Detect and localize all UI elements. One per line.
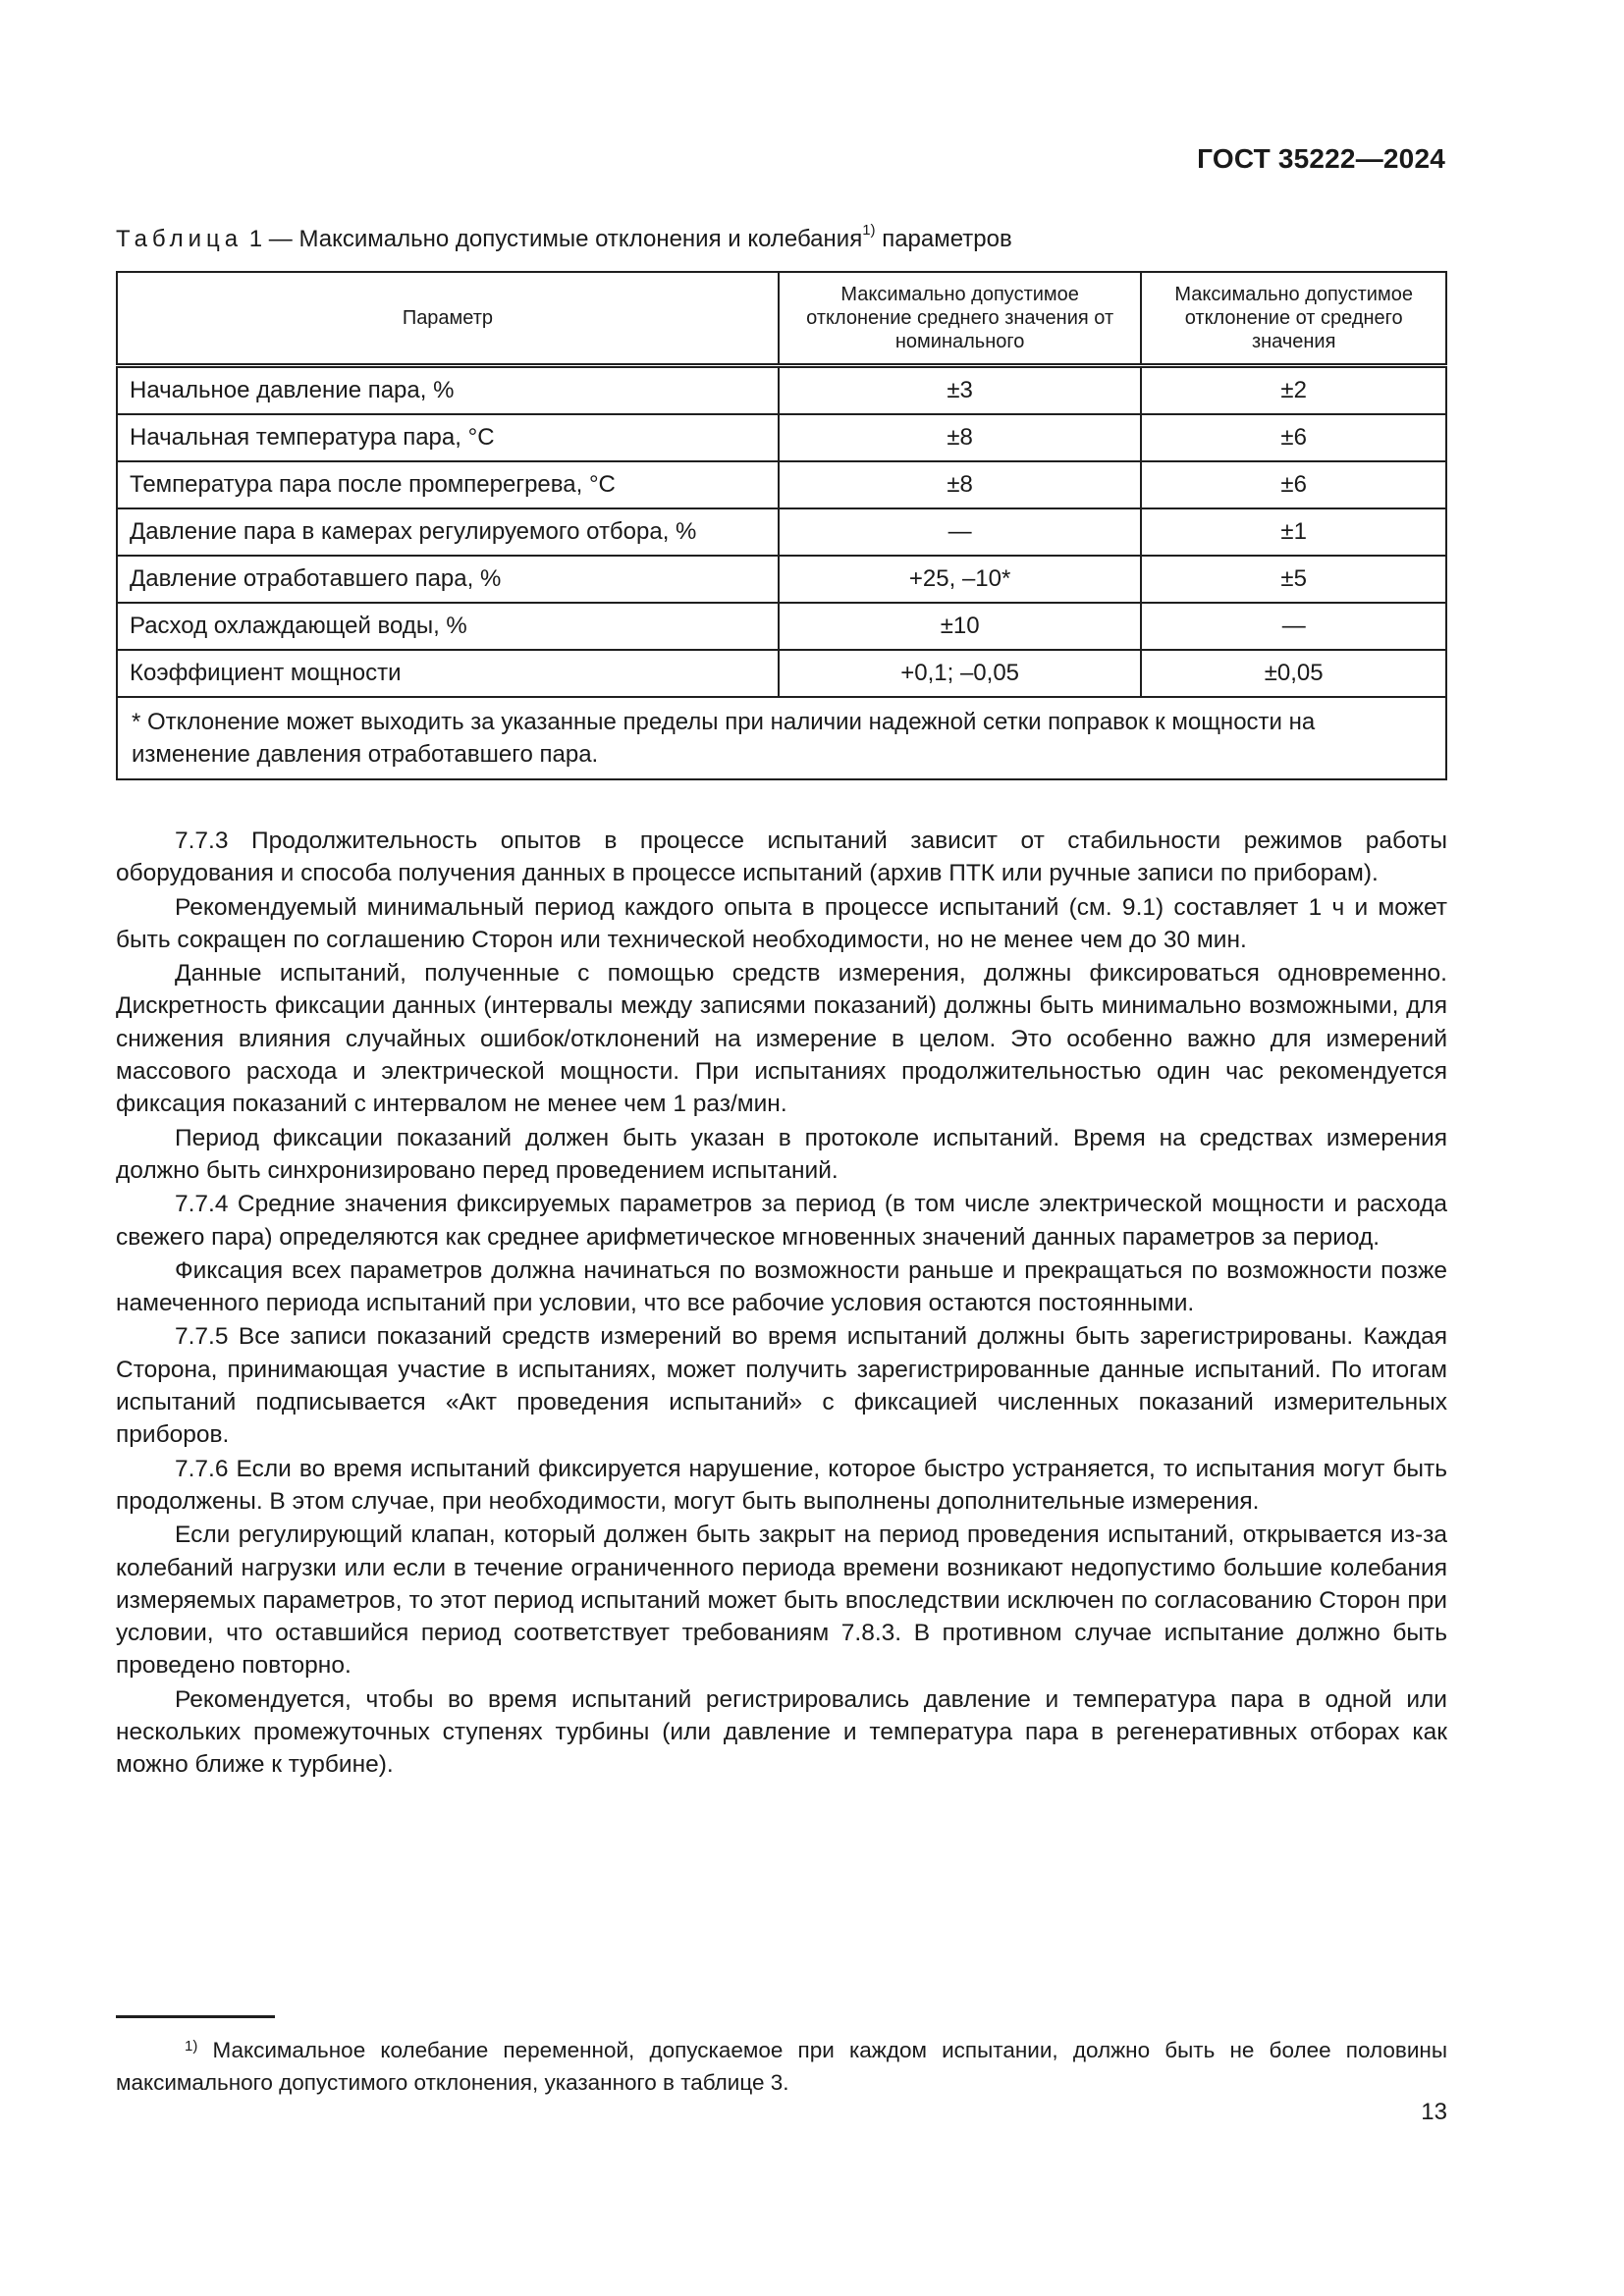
footnote-marker: 1): [185, 2038, 198, 2055]
footnote-ref: 1): [862, 222, 876, 239]
footnote: [116, 2034, 1447, 2099]
dev-mean-cell: ±5: [1141, 556, 1446, 603]
dev-nominal-cell: —: [779, 508, 1141, 556]
dev-mean-cell: ±2: [1141, 366, 1446, 415]
footnote-divider: [116, 2015, 275, 2018]
table-row: [117, 556, 1446, 603]
table-row: [117, 461, 1446, 508]
table-note-row: [117, 697, 1446, 779]
dev-nominal-cell: +0,1; –0,05: [779, 650, 1141, 697]
table-row: [117, 603, 1446, 650]
table-caption-suffix: параметров: [875, 226, 1012, 252]
paragraph: Рекомендуемый минимальный период каждого опыта в процессе испытаний (см. 9.1) составляет 1 ч и может быть сокращен по соглашению Сторон или технической необходимости, но не менее чем до 30 мин.: [116, 893, 1447, 953]
table-row: [117, 650, 1446, 697]
paragraph: 7.7.5 Все записи показаний средств измерений во время испытаний должны быть зарегистрированы. Каждая Сторона, принимающая участие в испытаниях, может получить зарегистрированные данные испытаний. По итогам испытаний подписывается «Акт проведения испытаний» с фиксацией численных показаний измерительных приборов.: [116, 1323, 1447, 1449]
paragraph: Период фиксации показаний должен быть указан в протоколе испытаний. Время на средствах измерения должно быть синхронизировано перед проведением испытаний.: [116, 1124, 1447, 1184]
header-deviation-mean: Максимально допустимое отклонение от среднего значения: [1141, 272, 1446, 366]
dev-mean-cell: —: [1141, 603, 1446, 650]
param-cell: Температура пара после промперегрева, °C: [117, 461, 779, 508]
dev-mean-cell: ±1: [1141, 508, 1446, 556]
dev-nominal-cell: ±8: [779, 414, 1141, 461]
header-deviation-nominal: Максимально допустимое отклонение среднего значения от номинального: [779, 272, 1141, 366]
param-cell: Давление отработавшего пара, %: [117, 556, 779, 603]
param-cell: Расход охлаждающей воды, %: [117, 603, 779, 650]
document-code: ГОСТ 35222—2024: [1197, 143, 1445, 174]
paragraph: Данные испытаний, полученные с помощью средств измерения, должны фиксироваться одновременно. Дискретность фиксации данных (интервалы между записями показаний) должны быть минимально возможными, для снижения влияния случайных ошибок/отклонений на измерение в целом. Это особенно важно для измерений массового расхода и электрической мощности. При испытаниях продолжительностью один час рекомендуется фиксация показаний с интервалом не менее чем 1 раз/мин.: [116, 960, 1447, 1118]
body-text: [116, 825, 1447, 1783]
table-caption-prefix: Таблица: [116, 226, 244, 252]
page-number: 13: [1421, 2099, 1447, 2125]
param-cell: Начальное давление пара, %: [117, 366, 779, 415]
dev-nominal-cell: ±8: [779, 461, 1141, 508]
table-caption: [116, 222, 1012, 253]
table-caption-text: 1 — Максимально допустимые отклонения и колебания: [243, 226, 863, 252]
paragraph: 7.7.3 Продолжительность опытов в процессе испытаний зависит от стабильности режимов работы оборудования и способа получения данных в процессе испытаний (архив ПТК или ручные записи по приборам).: [116, 828, 1447, 887]
table-row: [117, 508, 1446, 556]
table-row: [117, 366, 1446, 415]
paragraph: 7.7.4 Средние значения фиксируемых параметров за период (в том числе электрической мощности и расхода свежего пара) определяются как среднее арифметическое мгновенных значений данных параметров за период.: [116, 1191, 1447, 1251]
dev-nominal-cell: ±3: [779, 366, 1141, 415]
param-cell: Давление пара в камерах регулируемого отбора, %: [117, 508, 779, 556]
header-parameter: Параметр: [117, 272, 779, 366]
parameters-table: [116, 271, 1447, 780]
table-row: [117, 414, 1446, 461]
dev-mean-cell: ±6: [1141, 414, 1446, 461]
param-cell: Коэффициент мощности: [117, 650, 779, 697]
dev-nominal-cell: +25, –10*: [779, 556, 1141, 603]
dev-mean-cell: ±0,05: [1141, 650, 1446, 697]
paragraph: 7.7.6 Если во время испытаний фиксируется нарушение, которое быстро устраняется, то испытания могут быть продолжены. В этом случае, при необходимости, могут быть выполнены дополнительные измерения.: [116, 1455, 1447, 1515]
table-note: * Отклонение может выходить за указанные пределы при наличии надежной сетки поправок к мощности на изменение давления отработавшего пара.: [117, 697, 1446, 779]
dev-nominal-cell: ±10: [779, 603, 1141, 650]
param-cell: Начальная температура пара, °C: [117, 414, 779, 461]
paragraph: Фиксация всех параметров должна начинаться по возможности раньше и прекращаться по возможности позже намеченного периода испытаний при условии, что все рабочие условия остаются постоянными.: [116, 1256, 1447, 1317]
footnote-text: Максимальное колебание переменной, допускаемое при каждом испытании, должно быть не более половины максимального допустимого отклонения, указанного в таблице 3.: [116, 2038, 1447, 2095]
dev-mean-cell: ±6: [1141, 461, 1446, 508]
paragraph: Рекомендуется, чтобы во время испытаний регистрировались давление и температура пара в одной или нескольких промежуточных ступенях турбины (или давление и температура пара в регенеративных отборах как можно ближе к турбине).: [116, 1685, 1447, 1779]
paragraph: Если регулирующий клапан, который должен быть закрыт на период проведения испытаний, открывается из-за колебаний нагрузки или если в течение ограниченного периода времени возникают недопустимо большие колебания измеряемых параметров, то этот период испытаний может быть впоследствии исключен по согласованию Сторон при условии, что оставшийся период соответствует требованиям 7.8.3. В противном случае испытание должно быть проведено повторно.: [116, 1522, 1447, 1680]
table-header-row: [117, 272, 1446, 366]
